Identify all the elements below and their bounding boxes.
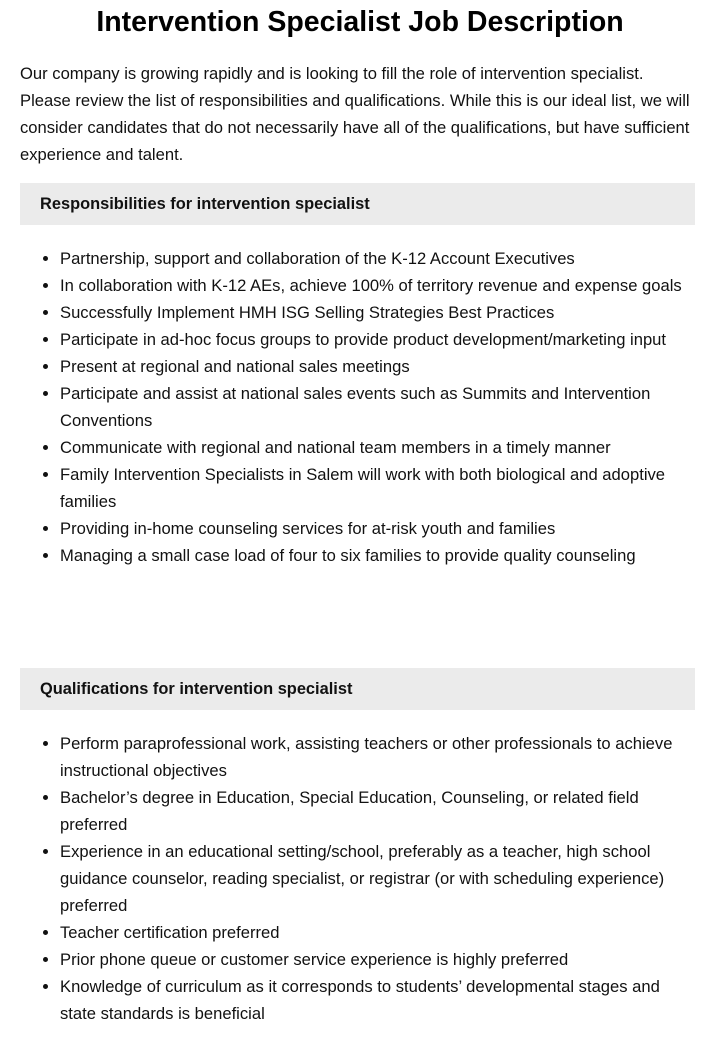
qualifications-section (20, 668, 695, 1027)
list-item: • Participate in ad-hoc focus groups to provide product development/marketing input (60, 326, 695, 353)
list-item: • Experience in an educational setting/school, preferably as a teacher, high school guidance counselor, reading specialist, or registrar (or with scheduling experience) preferred (60, 838, 695, 919)
list-item: • Successfully Implement HMH ISG Selling Strategies Best Practices (60, 299, 695, 326)
page-title: Intervention Specialist Job Description (96, 6, 624, 38)
section-heading: Qualifications for intervention specialist (20, 668, 695, 710)
list-item: • In collaboration with K-12 AEs, achieve 100% of territory revenue and expense goals (60, 272, 695, 299)
intro-paragraph: Our company is growing rapidly and is looking to fill the role of intervention specialist. Please review the list of responsibilities and qualifications. While this is our ideal list, we will consider candidates that do not necessarily have all of the qualifications, but have sufficient experience and talent. (20, 64, 690, 164)
list-item: • Family Intervention Specialists in Salem will work with both biological and adoptive families (60, 461, 695, 515)
list-item: • Communicate with regional and national team members in a timely manner (60, 434, 695, 461)
qualifications-list (20, 730, 695, 1027)
responsibilities-section (20, 183, 695, 569)
list-item: • Participate and assist at national sales events such as Summits and Intervention Conventions (60, 380, 695, 434)
list-item: • Partnership, support and collaboration of the K-12 Account Executives (60, 245, 695, 272)
list-item: • Knowledge of curriculum as it corresponds to students’ developmental stages and state standards is beneficial (60, 973, 695, 1027)
list-item: • Providing in-home counseling services for at-risk youth and families (60, 515, 695, 542)
list-item: • Perform paraprofessional work, assisting teachers or other professionals to achieve instructional objectives (60, 730, 695, 784)
responsibilities-list (20, 245, 695, 569)
list-item: • Managing a small case load of four to six families to provide quality counseling (60, 542, 695, 569)
section-heading: Responsibilities for intervention specialist (20, 183, 695, 225)
list-item: • Teacher certification preferred (60, 919, 695, 946)
list-item: • Prior phone queue or customer service experience is highly preferred (60, 946, 695, 973)
list-item: • Present at regional and national sales meetings (60, 353, 695, 380)
list-item: • Bachelor’s degree in Education, Special Education, Counseling, or related field preferred (60, 784, 695, 838)
